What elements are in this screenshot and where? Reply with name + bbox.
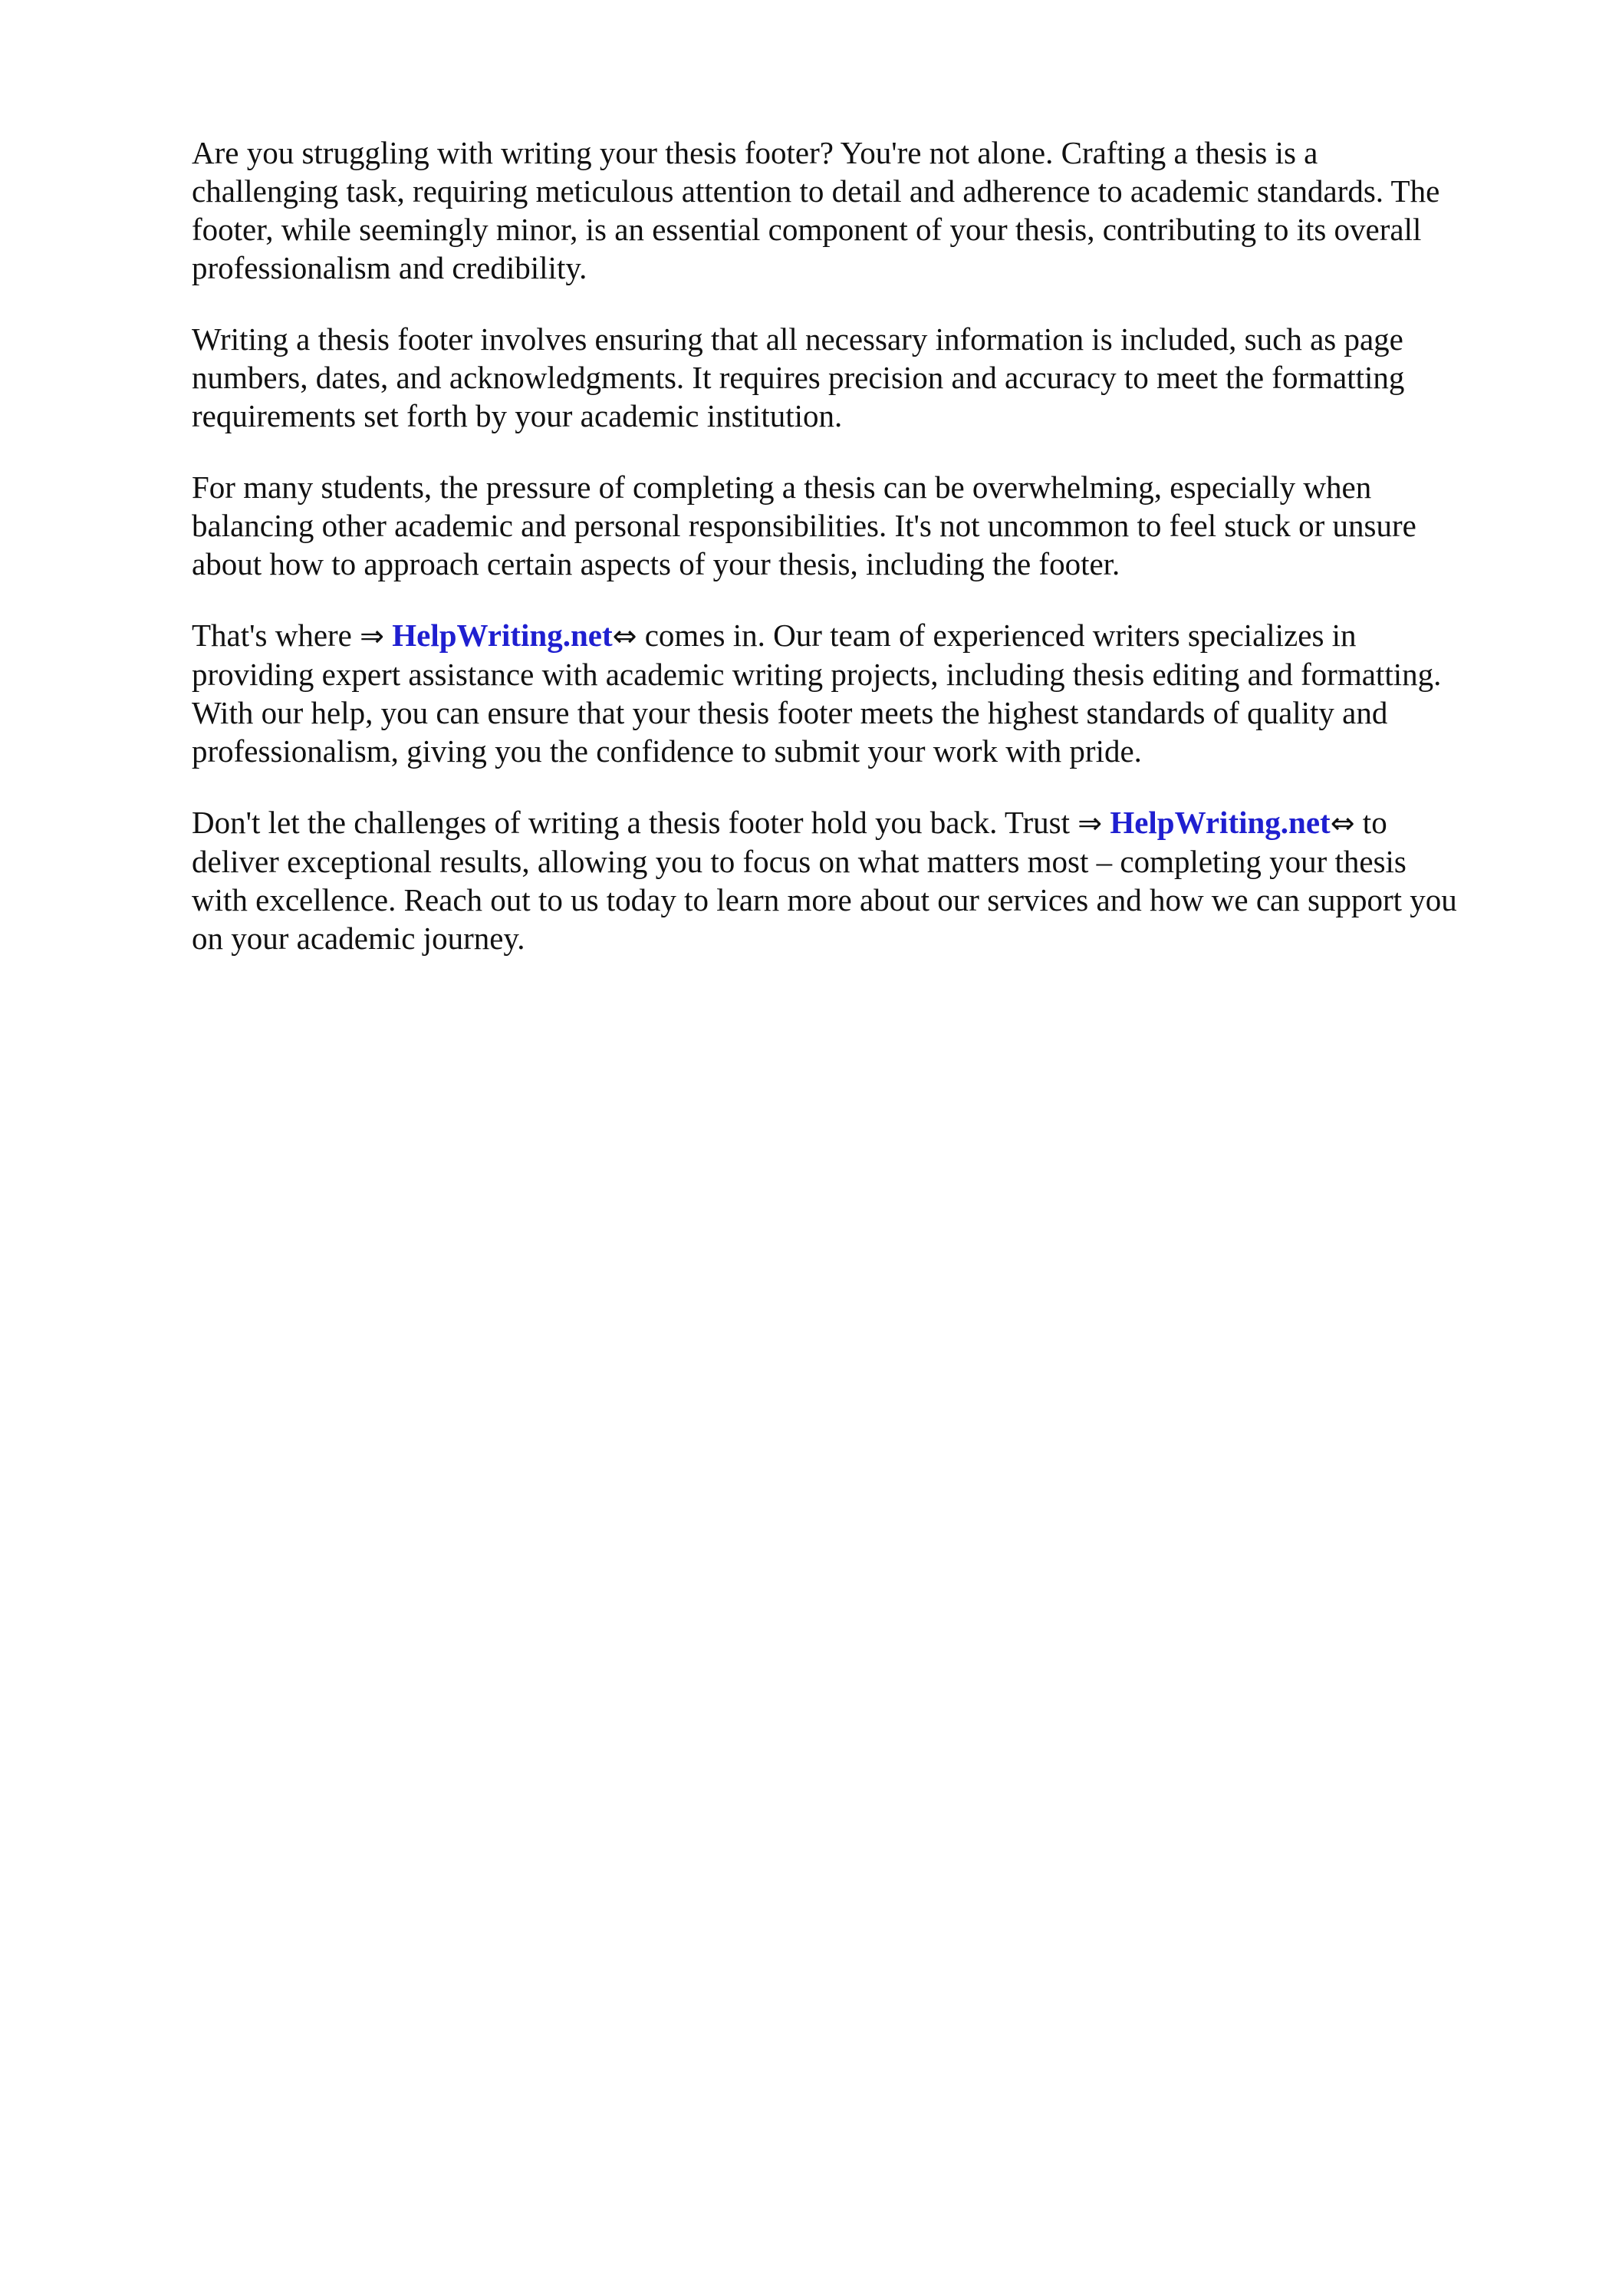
text-line: numbers, dates, and acknowledgments. It requires precision and accuracy to meet the formatting xyxy=(192,360,1405,395)
text-segment: Don't let the challenges of writing a thesis footer hold you back. Trust xyxy=(192,805,1078,840)
text-line: footer, while seemingly minor, is an essential component of your thesis, contributing to its overall xyxy=(192,212,1422,247)
left-right-double-arrow-icon: ⇔ xyxy=(1330,806,1355,840)
text-line: Writing a thesis footer involves ensuring that all necessary information is included, such as page xyxy=(192,321,1403,357)
text-line: requirements set forth by your academic institution. xyxy=(192,398,843,433)
text-line: For many students, the pressure of completing a thesis can be overwhelming, especially when xyxy=(192,469,1372,505)
text-line: on your academic journey. xyxy=(192,921,525,956)
text-line: challenging task, requiring meticulous attention to detail and adherence to academic standards. The xyxy=(192,173,1440,209)
text-segment: to xyxy=(1354,805,1387,840)
text-segment: comes in. Our team of experienced writers specializes in xyxy=(637,618,1357,653)
helpwriting-link[interactable]: HelpWriting.net xyxy=(1110,805,1331,840)
paragraph-call-to-action xyxy=(192,803,1526,957)
paragraph-intro xyxy=(192,133,1526,287)
text-line: professionalism and credibility. xyxy=(192,250,587,285)
text-line: providing expert assistance with academic writing projects, including thesis editing and formatting. xyxy=(192,657,1442,692)
text-segment: That's where xyxy=(192,618,360,653)
paragraph-student-pressure xyxy=(192,468,1526,583)
paragraph-footer-requirements xyxy=(192,320,1526,435)
text-line: Are you struggling with writing your thesis footer? You're not alone. Crafting a thesis is a xyxy=(192,135,1318,170)
text-line: professionalism, giving you the confidence to submit your work with pride. xyxy=(192,733,1142,769)
helpwriting-link[interactable]: HelpWriting.net xyxy=(392,618,613,653)
paragraph-service-intro xyxy=(192,616,1526,770)
left-right-double-arrow-icon: ⇔ xyxy=(612,619,637,653)
text-line: about how to approach certain aspects of your thesis, including the footer. xyxy=(192,546,1120,581)
text-line: with excellence. Reach out to us today to learn more about our services and how we can support you xyxy=(192,882,1457,917)
right-double-arrow-icon: ⇒ xyxy=(360,619,384,653)
text-line: balancing other academic and personal responsibilities. It's not uncommon to feel stuck or unsure xyxy=(192,508,1416,543)
text-line: With our help, you can ensure that your thesis footer meets the highest standards of quality and xyxy=(192,695,1388,730)
right-double-arrow-icon: ⇒ xyxy=(1077,806,1103,840)
text-line: deliver exceptional results, allowing you to focus on what matters most – completing your thesis xyxy=(192,844,1407,879)
document-page xyxy=(192,133,1526,990)
text-line xyxy=(192,803,1526,842)
text-line xyxy=(192,616,1526,655)
